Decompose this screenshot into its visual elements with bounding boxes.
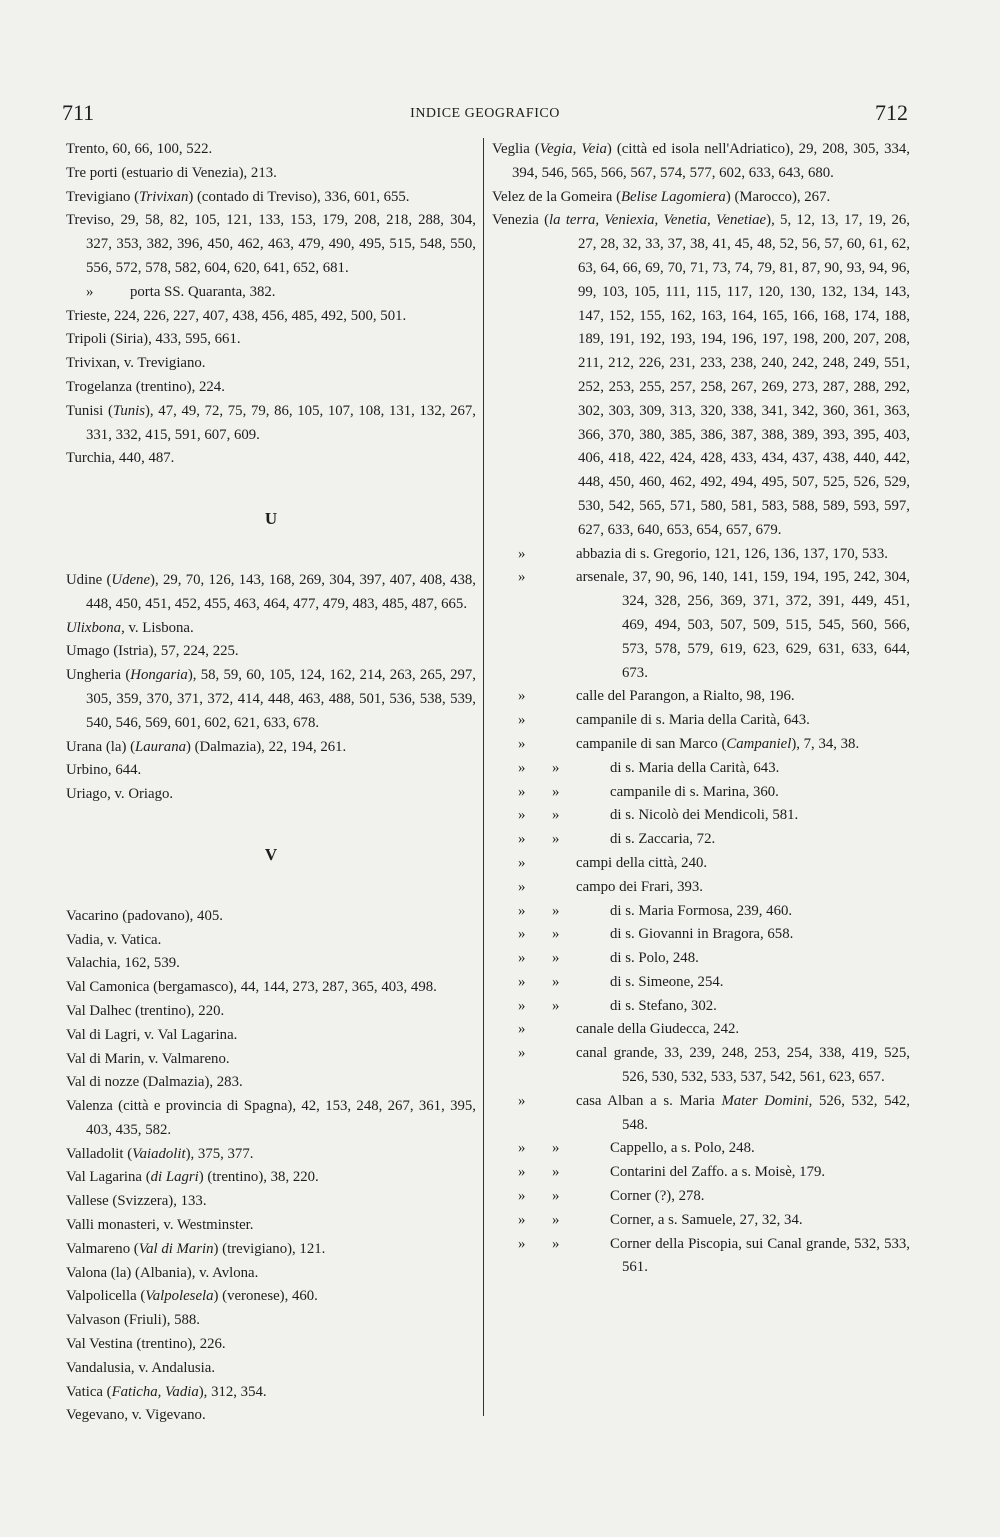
index-entry: Val di Marin, v. Valmareno. xyxy=(66,1050,230,1067)
index-entry: Valladolit (Vaiadolit), 375, 377. xyxy=(66,1145,254,1162)
index-subentry: » calle del Parangon, a Rialto, 98, 196. xyxy=(518,688,795,705)
index-entry: Treviso, 29, 58, 82, 105, 121, 133, 153, 179, 208, 218, 288, 304, 327, 353, 382, 396, 450, 462, 463, 479, 490, 495, 515, 548, 550, 556, 572, 578, 582, 604, 620, 641, 652, 681. xyxy=(66,212,476,276)
index-subentry: » » di s. Maria della Carità, 643. xyxy=(518,759,780,776)
index-subentry: » » di s. Simeone, 254. xyxy=(518,973,724,990)
index-subentry: » » di s. Maria Formosa, 239, 460. xyxy=(518,902,793,919)
index-subentry: » » Contarini del Zaffo. a s. Moisè, 179. xyxy=(518,1164,826,1181)
page-number-left: 711 xyxy=(62,100,95,125)
index-subentry: » » campanile di s. Marina, 360. xyxy=(518,783,779,800)
index-subentry: » » Corner (?), 278. xyxy=(518,1188,705,1205)
index-entry: Vadia, v. Vatica. xyxy=(66,931,162,948)
page-number-right: 712 xyxy=(875,100,908,125)
index-entry: Val Dalhec (trentino), 220. xyxy=(66,1002,225,1019)
index-subentry: » abbazia di s. Gregorio, 121, 126, 136, 137, 170, 533. xyxy=(518,545,888,562)
index-subentry: » » di s. Zaccaria, 72. xyxy=(518,831,716,848)
running-title: INDICE GEOGRAFICO xyxy=(410,106,560,121)
index-entry: Vegevano, v. Vigevano. xyxy=(66,1407,206,1424)
index-entry: Val Vestina (trentino), 226. xyxy=(66,1336,226,1353)
index-entry: Udine (Udene), 29, 70, 126, 143, 168, 269, 304, 397, 407, 408, 438, 448, 450, 451, 452, 455, 463, 464, 477, 479, 483, 485, 487, 665. xyxy=(66,571,476,612)
index-entry: Trivixan, v. Trevigiano. xyxy=(66,355,206,372)
index-entry: Urbino, 644. xyxy=(66,762,142,779)
index-entry: Trieste, 224, 226, 227, 407, 438, 456, 485, 492, 500, 501. xyxy=(66,307,407,324)
index-entry: Valmareno (Val di Marin) (trevigiano), 121. xyxy=(66,1240,326,1257)
index-entry: Val di Lagri, v. Val Lagarina. xyxy=(66,1026,238,1043)
left-column xyxy=(66,138,476,1428)
index-subentry: » » di s. Giovanni in Bragora, 658. xyxy=(518,926,794,943)
index-subentry: » » Cappello, a s. Polo, 248. xyxy=(518,1140,755,1157)
right-column xyxy=(492,138,910,1280)
index-entry: Tre porti (estuario di Venezia), 213. xyxy=(66,164,277,181)
index-entry: Val di nozze (Dalmazia), 283. xyxy=(66,1074,243,1091)
index-entry: Turchia, 440, 487. xyxy=(66,450,175,467)
index-subentry: » » di s. Polo, 248. xyxy=(518,950,699,967)
index-subentry: » casa Alban a s. Maria Mater Domini, 526, 532, 542, 548. xyxy=(518,1092,910,1133)
index-subentry: » » Corner, a s. Samuele, 27, 32, 34. xyxy=(518,1211,803,1228)
index-subentry: » canal grande, 33, 239, 248, 253, 254, 338, 419, 525, 526, 530, 532, 533, 537, 542, 561, 623, 657. xyxy=(518,1045,910,1086)
index-subentry: » » di s. Stefano, 302. xyxy=(518,997,717,1014)
index-entry: Umago (Istria), 57, 224, 225. xyxy=(66,643,239,660)
index-entry: Trevigiano (Trivixan) (contado di Treviso), 336, 601, 655. xyxy=(66,188,410,205)
index-subentry: » campi della città, 240. xyxy=(518,854,708,871)
index-entry: Ungheria (Hongaria), 58, 59, 60, 105, 124, 162, 214, 263, 265, 297, 305, 359, 370, 371, 372, 414, 448, 463, 488, 501, 536, 538, 539, 540, 546, 569, 601, 602, 621, 633, 678. xyxy=(66,667,476,731)
index-entry: Tunisi (Tunis), 47, 49, 72, 75, 79, 86, 105, 107, 108, 131, 132, 267, 331, 332, 415, 591, 607, 609. xyxy=(66,402,476,443)
index-entry: Vallese (Svizzera), 133. xyxy=(66,1193,207,1210)
index-entry: Velez de la Gomeira (Belise Lagomiera) (Marocco), 267. xyxy=(492,188,831,205)
index-subentry: » » Corner della Piscopia, sui Canal grande, 532, 533, 561. xyxy=(518,1235,910,1276)
index-entry: Vatica (Faticha, Vadia), 312, 354. xyxy=(66,1383,267,1400)
index-subentry: » arsenale, 37, 90, 96, 140, 141, 159, 194, 195, 242, 304, 324, 328, 256, 369, 371, 372, 391, 449, 451, 469, 494, 503, 507, 509, 515, 545, 560, 566, 573, 578, 579, 619, 623, 629, 631, 633, 644, 673. xyxy=(518,569,910,681)
index-entry: Val Lagarina (di Lagri) (trentino), 38, 220. xyxy=(66,1169,319,1186)
index-entry: Trogelanza (trentino), 224. xyxy=(66,378,225,395)
index-subentry: » canale della Giudecca, 242. xyxy=(518,1021,740,1038)
index-subentry: » » di s. Nicolò dei Mendicoli, 581. xyxy=(518,807,799,824)
page-header xyxy=(62,100,908,130)
index-entry: Ulixbona, v. Lisbona. xyxy=(66,619,194,636)
index-entry: Valvason (Friuli), 588. xyxy=(66,1312,200,1329)
index-entry: Urana (la) (Laurana) (Dalmazia), 22, 194, 261. xyxy=(66,738,347,755)
index-subentry: » campo dei Frari, 393. xyxy=(518,878,703,895)
index-entry: Uriago, v. Oriago. xyxy=(66,786,174,803)
index-entry: Trento, 60, 66, 100, 522. xyxy=(66,141,213,157)
index-entry: Valona (la) (Albania), v. Avlona. xyxy=(66,1264,259,1281)
index-subentry: » campanile di san Marco (Campaniel), 7, 34, 38. xyxy=(518,735,860,752)
index-entry: Valli monasteri, v. Westminster. xyxy=(66,1217,254,1234)
index-entry: Val Camonica (bergamasco), 44, 144, 273, 287, 365, 403, 498. xyxy=(66,979,437,996)
section-letter-v: V xyxy=(264,844,278,864)
index-entry: Vacarino (padovano), 405. xyxy=(66,907,223,924)
index-subentry: » porta SS. Quaranta, 382. xyxy=(86,283,276,300)
section-letter-u: U xyxy=(264,509,278,529)
index-entry: Valpolicella (Valpolesela) (veronese), 460. xyxy=(66,1288,318,1305)
index-entry: Valenza (città e provincia di Spagna), 42, 153, 248, 267, 361, 395, 403, 435, 582. xyxy=(66,1098,476,1138)
index-subentry: » campanile di s. Maria della Carità, 643. xyxy=(518,712,810,729)
index-entry: Tripoli (Siria), 433, 595, 661. xyxy=(66,331,241,348)
index-entry: Valachia, 162, 539. xyxy=(66,955,180,972)
index-entry: Venezia (la terra, Veniexia, Venetia, Venetiae), 5, 12, 13, 17, 19, 26, 27, 28, 32, 33, 37, 38, 41, 45, 48, 52, 56, 57, 60, 61, 62, 63, 64, 66, 69, 70, 71, 73, 74, 79, 81, 87, 90, 93, 94, 96, 99, 103, 105, 111, 115, 117, 120, 130, 132, 134, 143, 147, 152, 155, 162, 163, 164, 165, 166, 168, 174, 188, 189, 191, 192, 193, 194, 196, 197, 198, 200, 207, 208, 211, 212, 226, 231, 233, 238, 240, 242, 248, 249, 551, 252, 253, 255, 257, 258, 267, 269, 273, 287, 288, 292, 302, 303, 309, 313, 320, 338, 341, 342, 360, 361, 363, 366, 370, 380, 385, 386, 387, 388, 389, 393, 395, 403, 406, 418, 422, 424, 428, 433, 434, 437, 438, 440, 442, 448, 450, 460, 462, 492, 494, 495, 507, 525, 526, 529, 530, 542, 565, 571, 580, 581, 583, 588, 589, 593, 597, 627, 633, 640, 653, 654, 657, 679. xyxy=(492,212,911,538)
index-entry: Veglia (Vegia, Veia) (città ed isola nell'Adriatico), 29, 208, 305, 334, 394, 546, 565, 566, 567, 574, 577, 602, 633, 643, 680. xyxy=(492,141,910,181)
index-entry: Vandalusia, v. Andalusia. xyxy=(66,1359,216,1376)
column-divider xyxy=(483,138,484,1416)
